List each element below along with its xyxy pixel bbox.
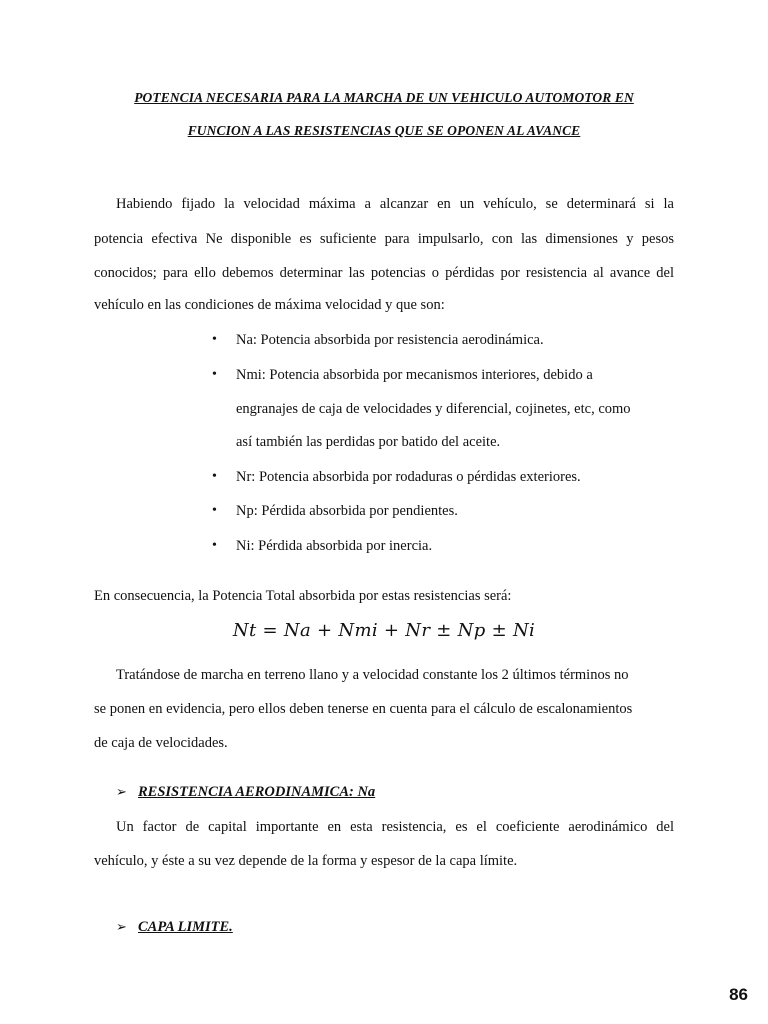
flat-terrain-line-2: se ponen en evidencia, pero ellos deben tenerse en cuenta para el cálculo de escalonamientos	[94, 701, 633, 717]
bullet-marker: •	[212, 332, 217, 347]
total-power-formula: Nt = Na + Nmi + Nr ± Np ± Ni	[232, 620, 536, 641]
section-heading-aero-label: RESISTENCIA AERODINAMICA: Na	[138, 784, 376, 800]
intro-line-2: potencia efectiva Ne disponible es suficiente para impulsarlo, con las dimensiones y pesos	[94, 231, 674, 247]
arrow-bullet-icon: ➢	[116, 920, 127, 935]
bullet-ni: Ni: Pérdida absorbida por inercia.	[236, 538, 433, 554]
flat-terrain-line-3: de caja de velocidades.	[94, 735, 228, 751]
bullet-marker: •	[212, 503, 217, 518]
bullet-nmi-line-3: así también las perdidas por batido del aceite.	[236, 434, 501, 450]
bullet-na: Na: Potencia absorbida por resistencia aerodinámica.	[236, 332, 544, 348]
bullet-nmi-line-2: engranajes de caja de velocidades y diferencial, cojinetes, etc, como	[236, 401, 631, 417]
intro-line-1: Habiendo fijado la velocidad máxima a alcanzar en un vehículo, se determinará si la	[116, 196, 674, 212]
bullet-nmi-line-1: Nmi: Potencia absorbida por mecanismos interiores, debido a	[236, 367, 593, 383]
bullet-np: Np: Pérdida absorbida por pendientes.	[236, 503, 458, 519]
page-number: 86	[729, 985, 748, 1004]
flat-terrain-line-1: Tratándose de marcha en terreno llano y a velocidad constante los 2 últimos términos no	[116, 667, 629, 683]
intro-line-4: vehículo en las condiciones de máxima velocidad y que son:	[94, 297, 445, 313]
section-heading-capa-label: CAPA LIMITE.	[138, 919, 233, 935]
aero-line-1: Un factor de capital importante en esta resistencia, es el coeficiente aerodinámico del	[116, 819, 674, 835]
bullet-nr: Nr: Potencia absorbida por rodaduras o pérdidas exteriores.	[236, 469, 581, 485]
bullet-marker: •	[212, 469, 217, 484]
bullet-marker: •	[212, 367, 217, 382]
arrow-bullet-icon: ➢	[116, 785, 127, 800]
bullet-marker: •	[212, 538, 217, 553]
consequence-text: En consecuencia, la Potencia Total absorbida por estas resistencias será:	[94, 588, 512, 604]
title-line-1: POTENCIA NECESARIA PARA LA MARCHA DE UN VEHICULO AUTOMOTOR EN	[134, 90, 634, 105]
intro-line-3: conocidos; para ello debemos determinar las potencias o pérdidas por resistencia al avance del	[94, 265, 674, 281]
aero-line-2: vehículo, y éste a su vez depende de la forma y espesor de la capa límite.	[94, 853, 518, 869]
section-heading-aero	[116, 784, 375, 801]
title-line-2: FUNCION A LAS RESISTENCIAS QUE SE OPONEN AL AVANCE	[187, 123, 581, 138]
section-heading-capa	[116, 919, 233, 936]
